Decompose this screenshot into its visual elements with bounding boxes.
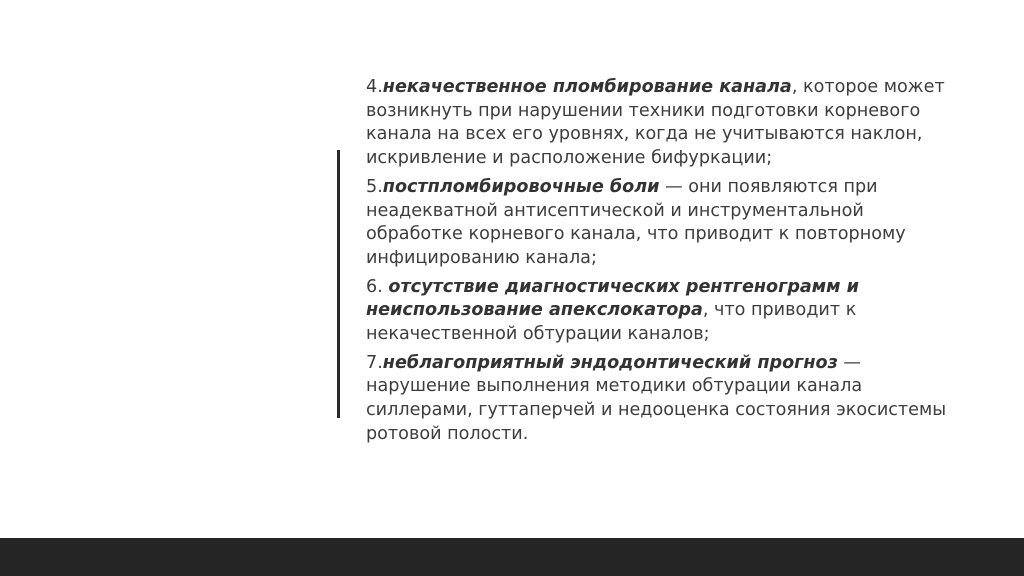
item-number: 5. (366, 176, 383, 197)
item-number: 4. (366, 77, 383, 97)
item-term: некачественное пломбирование канала (382, 77, 792, 97)
footer-bar (0, 538, 1024, 576)
list-item-4 (366, 76, 966, 171)
item-number: 6. (366, 276, 389, 297)
item-description: — нарушение выполнения методики обтурации канала силлерами, гуттаперчей и недооценка состояния экосистемы ротовой полости. (366, 352, 947, 444)
vertical-accent-bar (337, 150, 340, 418)
item-term: постпломбировочные боли (382, 176, 660, 197)
list-item-7 (366, 352, 966, 447)
item-description: , что приводит к некачественной обтурации каналов; (366, 300, 857, 345)
text-block (366, 76, 966, 452)
list-item-6 (366, 276, 966, 347)
item-term: отсутствие диагностических рентгенограмм и неиспользование апекслокатора (366, 276, 860, 321)
item-description: , которое может возникнуть при нарушении техники подготовки корневого канала на всех его уровнях, когда не учитываются наклон, искривление и расположение бифуркации; (366, 77, 945, 169)
item-term: неблагоприятный эндодонтический прогноз (382, 352, 838, 373)
item-number: 7. (366, 352, 383, 373)
item-description: — они появляются при неадекватной антисептической и инструментальной обработке корневого канала, что приводит к повторному инфицированию канала; (366, 176, 906, 268)
list-item-5 (366, 176, 966, 271)
